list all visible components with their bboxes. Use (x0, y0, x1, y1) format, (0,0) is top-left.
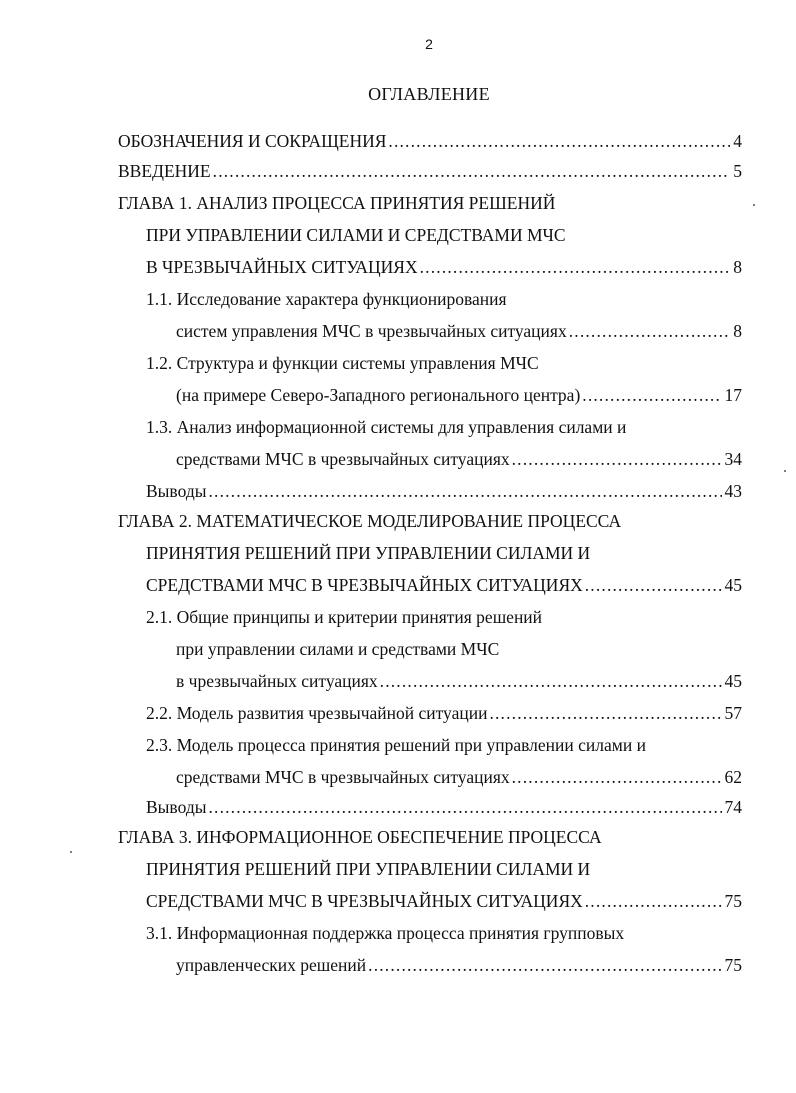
toc-entry-text: управленческих решений (176, 955, 367, 975)
toc-entry-text: В ЧРЕЗВЫЧАЙНЫХ СИТУАЦИЯХ (146, 257, 418, 277)
toc-entry[interactable] (146, 920, 624, 946)
toc-title: ОГЛАВЛЕНИЕ (368, 84, 490, 104)
toc-entry-page: 8 (733, 321, 742, 341)
toc-entry[interactable] (176, 764, 742, 790)
toc-entry[interactable] (146, 700, 742, 726)
toc-entry-text: ВВЕДЕНИЕ (118, 161, 211, 181)
toc-entry-text: Выводы (146, 797, 207, 817)
toc-entry-text: ПРИНЯТИЯ РЕШЕНИЙ ПРИ УПРАВЛЕНИИ СИЛАМИ И (146, 543, 591, 563)
toc-entry-page: 43 (724, 481, 742, 501)
dot-leader (213, 158, 731, 184)
toc-entry-text: 1.3. Анализ информационной системы для управления силами и (146, 417, 627, 437)
dot-leader (368, 952, 721, 978)
toc-entry[interactable] (146, 222, 566, 248)
dot-leader (569, 318, 731, 344)
toc-entry-text: систем управления МЧС в чрезвычайных ситуациях (176, 321, 567, 341)
toc-entry-text: средствами МЧС в чрезвычайных ситуациях (176, 449, 510, 469)
dot-leader (208, 478, 721, 504)
toc-entry[interactable] (146, 254, 742, 280)
toc-entry-page: 8 (733, 257, 742, 277)
toc-entry-text: ПРИ УПРАВЛЕНИИ СИЛАМИ И СРЕДСТВАМИ МЧС (146, 225, 566, 245)
toc-entry-page: 74 (724, 797, 742, 817)
toc-entry[interactable] (146, 794, 742, 820)
toc-entry-text: ГЛАВА 2. МАТЕМАТИЧЕСКОЕ МОДЕЛИРОВАНИЕ ПРОЦЕССА (118, 511, 622, 531)
dot-leader (388, 128, 730, 154)
toc-entry[interactable] (176, 446, 742, 472)
dot-leader (512, 764, 722, 790)
toc-entry-page: 62 (724, 767, 742, 787)
toc-entry[interactable] (146, 286, 507, 312)
toc-entry[interactable] (176, 382, 742, 408)
toc-entry-text: 2.1. Общие принципы и критерии принятия решений (146, 607, 543, 627)
toc-entry-text: 3.1. Информационная поддержка процесса принятия групповых (146, 923, 625, 943)
toc-entry-text: ПРИНЯТИЯ РЕШЕНИЙ ПРИ УПРАВЛЕНИИ СИЛАМИ И (146, 859, 591, 879)
toc-entry[interactable] (118, 158, 742, 184)
toc-entry-page: 75 (724, 891, 742, 911)
toc-entry-page: 17 (724, 385, 742, 405)
toc-entry-text: в чрезвычайных ситуациях (176, 671, 378, 691)
toc-entry[interactable] (118, 190, 555, 216)
scan-speck (753, 204, 755, 206)
dot-leader (489, 700, 721, 726)
toc-entry-text: (на примере Северо-Западного регионального центра) (176, 385, 581, 405)
toc-entry-page: 4 (733, 131, 742, 151)
scan-speck (70, 851, 72, 853)
toc-entry[interactable] (146, 414, 626, 440)
dot-leader (585, 572, 722, 598)
toc-entry-text: ОБОЗНАЧЕНИЯ И СОКРАЩЕНИЯ (118, 131, 387, 151)
toc-entry[interactable] (146, 350, 539, 376)
dot-leader (582, 382, 721, 408)
scan-speck (784, 470, 786, 472)
toc-entry-text: ГЛАВА 3. ИНФОРМАЦИОННОЕ ОБЕСПЕЧЕНИЕ ПРОЦЕССА (118, 827, 602, 847)
dot-leader (420, 254, 731, 280)
toc-entry-text: 1.1. Исследование характера функционирования (146, 289, 507, 309)
toc-entry[interactable] (176, 952, 742, 978)
toc-entry-text: Выводы (146, 481, 207, 501)
toc-entry-page: 45 (724, 671, 742, 691)
dot-leader (512, 446, 722, 472)
toc-entry-page: 75 (724, 955, 742, 975)
dot-leader (380, 668, 722, 694)
toc-entry-text: 1.2. Структура и функции системы управления МЧС (146, 353, 539, 373)
toc-entry[interactable] (146, 572, 742, 598)
toc-entry[interactable] (146, 540, 590, 566)
toc-entry-page: 5 (733, 161, 742, 181)
toc-entry[interactable] (118, 128, 742, 154)
toc-entry-text: 2.3. Модель процесса принятия решений при управлении силами и (146, 735, 646, 755)
toc-entry-page: 34 (724, 449, 742, 469)
toc-entry[interactable] (176, 668, 742, 694)
toc-entry-text: ГЛАВА 1. АНАЛИЗ ПРОЦЕССА ПРИНЯТИЯ РЕШЕНИЙ (118, 193, 556, 213)
toc-entry-page: 57 (724, 703, 742, 723)
toc-entry[interactable] (118, 508, 621, 534)
toc-entry[interactable] (146, 732, 646, 758)
toc-entry[interactable] (176, 318, 742, 344)
toc-entry-text: средствами МЧС в чрезвычайных ситуациях (176, 767, 510, 787)
toc-entry[interactable] (146, 888, 742, 914)
dot-leader (208, 794, 721, 820)
toc-entry-text: СРЕДСТВАМИ МЧС В ЧРЕЗВЫЧАЙНЫХ СИТУАЦИЯХ (146, 575, 583, 595)
toc-entry-text: 2.2. Модель развития чрезвычайной ситуации (146, 703, 488, 723)
toc-entry-text: при управлении силами и средствами МЧС (176, 639, 500, 659)
toc-entry[interactable] (118, 824, 602, 850)
dot-leader (585, 888, 722, 914)
toc-entry[interactable] (146, 856, 590, 882)
toc-entry-text: СРЕДСТВАМИ МЧС В ЧРЕЗВЫЧАЙНЫХ СИТУАЦИЯХ (146, 891, 583, 911)
toc-entry-page: 45 (724, 575, 742, 595)
toc-entry[interactable] (146, 478, 742, 504)
toc-entry[interactable] (146, 604, 542, 630)
page-number: 2 (425, 36, 433, 52)
toc-entry[interactable] (176, 636, 499, 662)
